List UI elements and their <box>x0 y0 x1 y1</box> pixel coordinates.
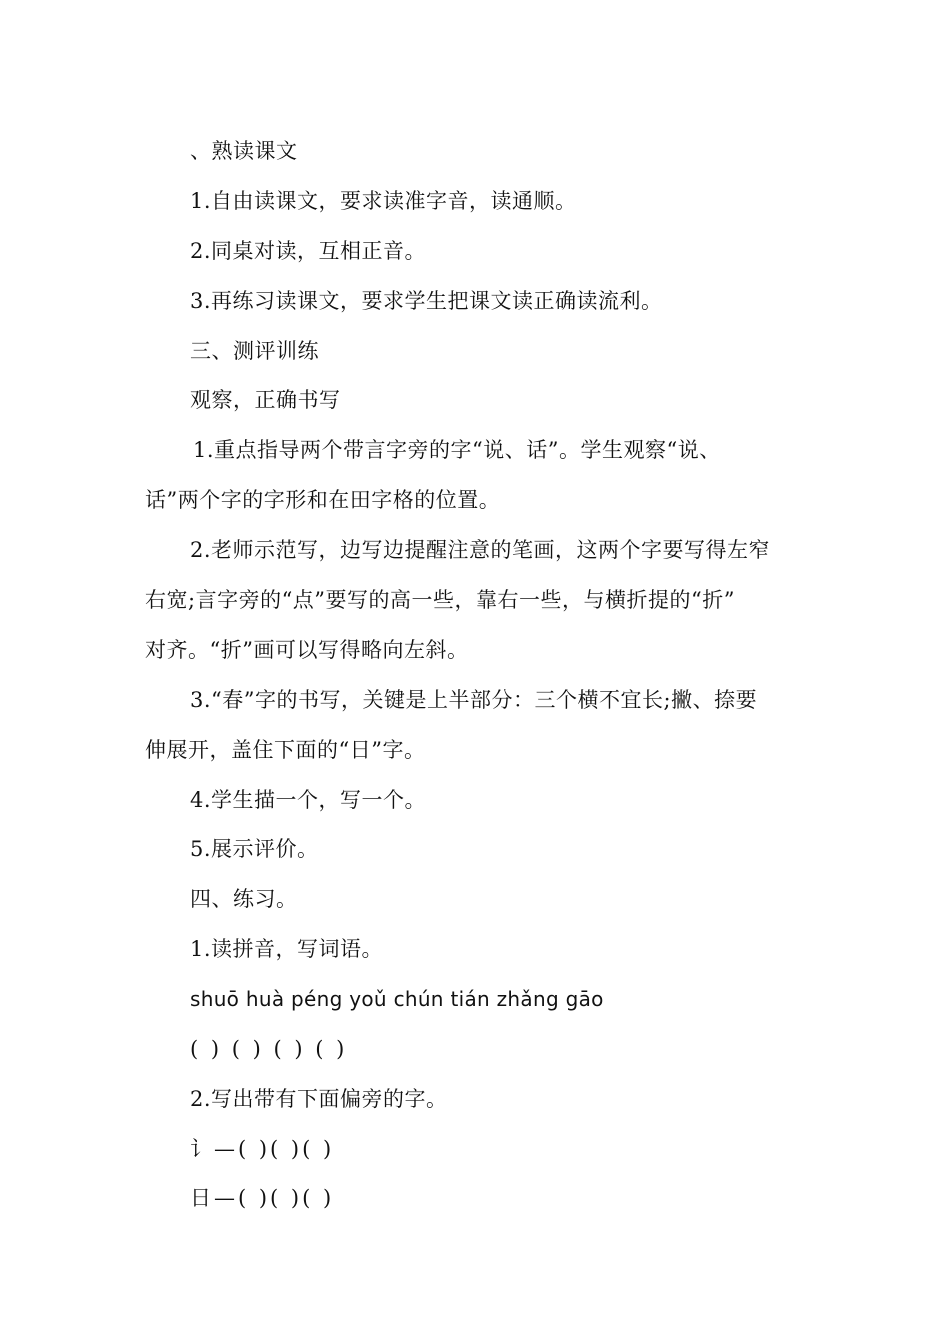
paragraph-line: 2.老师示范写，边写边提醒注意的笔画，这两个字要写得左窄 <box>190 538 771 562</box>
paragraph-line: 对齐。“折”画可以写得略向左斜。 <box>145 638 469 662</box>
paragraph-line: 右宽;言字旁的“点”要写的高一些，靠右一些，与横折提的“折” <box>145 588 736 612</box>
paragraph-line: 5.展示评价。 <box>190 837 319 861</box>
radical-exercise-sun: 日—( )( )( ) <box>190 1186 335 1210</box>
pinyin-line: shuō huà péng yoǔ chún tián zhǎng gāo <box>190 987 604 1011</box>
paragraph-line: 1.自由读课文，要求读准字音，读通顺。 <box>190 189 577 213</box>
paragraph-line: 2.写出带有下面偏旁的字。 <box>190 1087 448 1111</box>
paragraph-line: 伸展开，盖住下面的“日”字。 <box>145 738 426 762</box>
paragraph-line: 3.“春”字的书写，关键是上半部分：三个横不宜长;撇、捺要 <box>190 688 758 712</box>
answer-blanks: ( ) ( ) ( ) ( ) <box>190 1037 348 1061</box>
section-heading-practice: 四、练习。 <box>190 887 298 911</box>
paragraph-line: 观察，正确书写 <box>190 388 341 412</box>
paragraph-line: 话”两个字的字形和在田字格的位置。 <box>145 488 501 512</box>
paragraph-line: 3.再练习读课文，要求学生把课文读正确读流利。 <box>190 289 663 313</box>
section-heading-reading: 、熟读课文 <box>190 139 298 163</box>
paragraph-line: 2.同桌对读，互相正音。 <box>190 239 427 263</box>
radical-exercise-speech: 讠—( )( )( ) <box>190 1137 335 1161</box>
paragraph-line: 1.读拼音，写词语。 <box>190 937 384 961</box>
paragraph-line: 4.学生描一个，写一个。 <box>190 788 427 812</box>
paragraph-line: 1.重点指导两个带言字旁的字“说、话”。学生观察“说、 <box>193 438 721 462</box>
section-heading-assessment: 三、测评训练 <box>190 339 319 363</box>
